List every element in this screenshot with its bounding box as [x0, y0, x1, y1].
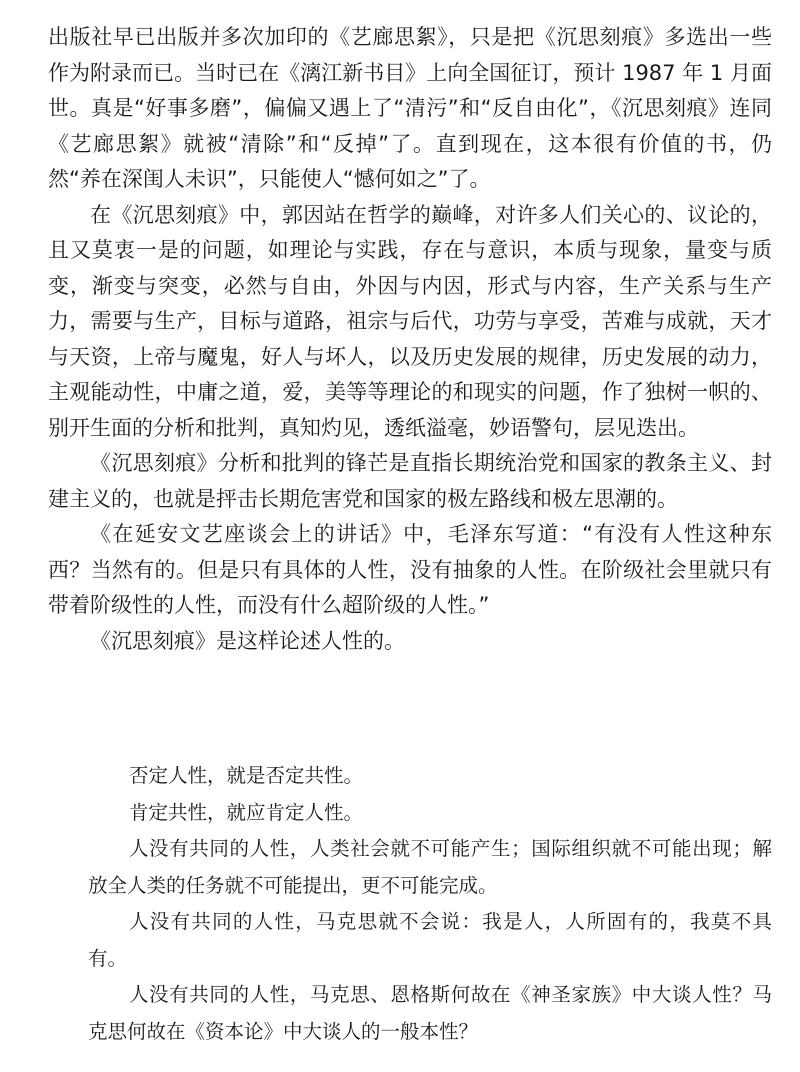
paragraph: 《沉思刻痕》是这样论述人性的。: [90, 628, 405, 653]
block-quote: [88, 758, 772, 1050]
quote-paragraph: 肯定共性，就应肯定人性。: [128, 800, 363, 824]
paragraph: 在《沉思刻痕》中，郭因站在哲学的巅峰，对许多人们关心的、议论的，且又莫衷一是的问题，如理论与实践，存在与意识，本质与现象，量变与质变，渐变与突变，必然与自由，外因与内因，形式与内容，生产关系与生产力，需要与生产，目标与道路，祖宗与后代，功劳与享受，苦难与成就，天才与天资，上帝与魔鬼，好人与坏人，以及历史发展的规律，历史发展的动力，主观能动性，中庸之道，爱，美等等理论的和现实的问题，作了独树一帜的、别开生面的分析和批判，真知灼见，透纸溢毫，妙语警句，层见迭出。: [48, 202, 772, 440]
paragraph: 《沉思刻痕》分析和批判的锋芒是直指长期统治党和国家的教条主义、封建主义的，也就是抨击长期危害党和国家的极左路线和极左思潮的。: [48, 451, 772, 511]
quote-paragraph: 否定人性，就是否定共性。: [128, 764, 363, 787]
quote-paragraph: 人没有共同的人性，马克思、恩格斯何故在《神圣家族》中大谈人性？马克思何故在《资本论》中大谈人的一般本性？: [88, 983, 772, 1043]
paragraph: 《在延安文艺座谈会上的讲话》中，毛泽东写道：“有没有人性这种东西？当然有的。但是只有具体的人性，没有抽象的人性。在阶级社会里就只有带着阶级性的人性，而没有什么超阶级的人性。”: [48, 522, 772, 617]
paragraph: 出版社早已出版并多次加印的《艺廊思絮》，只是把《沉思刻痕》多选出一些作为附录而已。当时已在《漓江新书目》上向全国征订，预计 1987 年 1 月面世。真是“好事多磨”，偏偏又遇上了“清污”和“反自由化”，《沉思刻痕》连同《艺廊思絮》就被“清除”和“反掉”了。直到现在，这本很有价值的书，仍然“养在深闺人未识”，只能使人“憾何如之”了。: [48, 25, 772, 191]
quote-paragraph: 人没有共同的人性，人类社会就不可能产生；国际组织就不可能出现；解放全人类的任务就不可能提出，更不可能完成。: [88, 837, 772, 897]
body-text: [48, 20, 772, 659]
quote-paragraph: 人没有共同的人性，马克思就不会说：我是人，人所固有的，我莫不具有。: [88, 910, 772, 970]
